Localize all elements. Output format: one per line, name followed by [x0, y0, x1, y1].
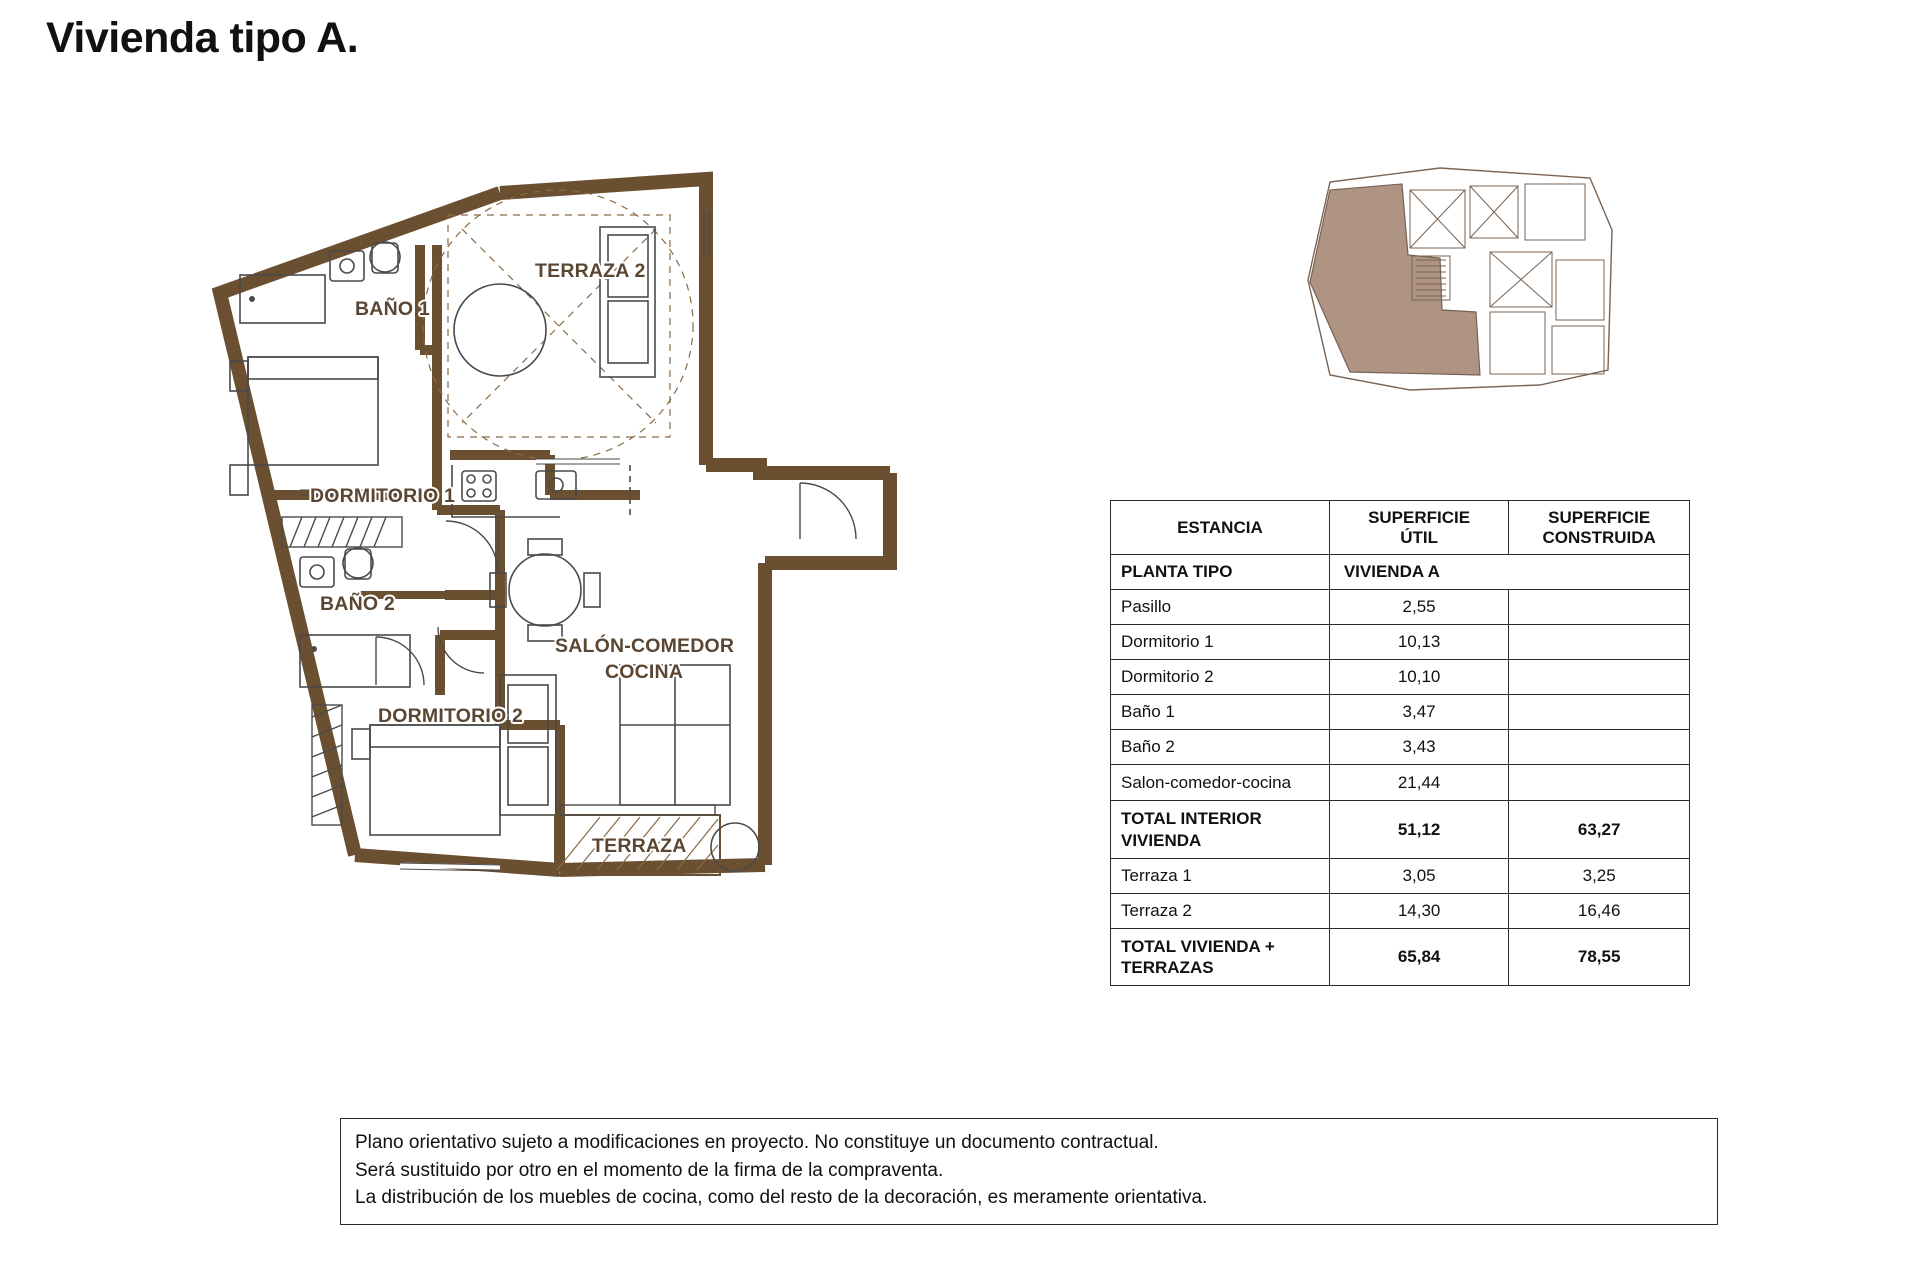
row-room: TOTAL INTERIOR VIVIENDA	[1111, 801, 1330, 859]
row-room: Dormitorio 2	[1111, 660, 1330, 695]
header-superficie-construida-line1: SUPERFICIE	[1548, 508, 1651, 527]
table-subheader-row	[1111, 555, 1690, 590]
table-body	[1111, 555, 1690, 986]
header-superficie-construida	[1509, 501, 1690, 555]
row-construida: 16,46	[1509, 893, 1690, 928]
table-row	[1111, 695, 1690, 730]
row-util: 3,43	[1329, 730, 1508, 765]
row-construida	[1509, 765, 1690, 801]
row-util: 21,44	[1329, 765, 1508, 801]
floor-plan-drawing	[200, 165, 1100, 925]
header-superficie-util-line2: ÚTIL	[1400, 527, 1438, 547]
label-dormitorio-2: DORMITORIO 2	[378, 705, 524, 727]
floor-plan	[200, 165, 1100, 925]
row-room: Terraza 1	[1111, 858, 1330, 893]
table-header-row	[1111, 501, 1690, 555]
header-superficie-construida-line2: CONSTRUIDA	[1542, 527, 1656, 547]
key-plan-drawing	[1290, 160, 1630, 410]
row-util: 3,47	[1329, 695, 1508, 730]
table-row	[1111, 928, 1690, 986]
key-plan	[1290, 160, 1630, 410]
row-util: 10,10	[1329, 660, 1508, 695]
label-salon-comedor: SALÓN-COMEDOR	[555, 635, 735, 657]
row-room: Terraza 2	[1111, 893, 1330, 928]
disclaimer-box	[340, 1118, 1718, 1225]
table-row	[1111, 893, 1690, 928]
label-terraza: TERRAZA	[592, 835, 687, 857]
subheader-vivienda: VIVIENDA A	[1329, 555, 1689, 590]
table-row	[1111, 858, 1690, 893]
row-construida: 3,25	[1509, 858, 1690, 893]
row-construida: 78,55	[1509, 928, 1690, 986]
row-util: 2,55	[1329, 590, 1508, 625]
row-construida	[1509, 590, 1690, 625]
table-row	[1111, 801, 1690, 859]
row-util: 51,12	[1329, 801, 1508, 859]
row-util: 10,13	[1329, 625, 1508, 660]
label-bano-1: BAÑO 1	[355, 298, 430, 320]
label-dormitorio-1: DORMITORIO 1	[310, 485, 456, 507]
row-room: TOTAL VIVIENDA + TERRAZAS	[1111, 928, 1330, 986]
header-superficie-util-line1: SUPERFICIE	[1368, 508, 1471, 527]
row-construida	[1509, 660, 1690, 695]
row-construida: 63,27	[1509, 801, 1690, 859]
table-row	[1111, 730, 1690, 765]
page-title: Vivienda tipo A.	[46, 14, 359, 62]
disclaimer-line-2: Será sustituido por otro en el momento de la firma de la compraventa.	[355, 1159, 944, 1181]
row-construida	[1509, 695, 1690, 730]
label-cocina: COCINA	[605, 661, 684, 683]
table-row	[1111, 660, 1690, 695]
header-estancia: ESTANCIA	[1111, 501, 1330, 555]
row-util: 14,30	[1329, 893, 1508, 928]
key-plan-highlight	[1310, 184, 1480, 375]
row-util: 3,05	[1329, 858, 1508, 893]
row-room: Pasillo	[1111, 590, 1330, 625]
table-row	[1111, 590, 1690, 625]
table-row	[1111, 625, 1690, 660]
label-terraza-2: TERRAZA 2	[535, 260, 646, 282]
table-row	[1111, 765, 1690, 801]
row-util: 65,84	[1329, 928, 1508, 986]
disclaimer-line-1: Plano orientativo sujeto a modificaciones en proyecto. No constituye un documento contractual.	[355, 1132, 1159, 1153]
areas-table	[1110, 500, 1690, 986]
row-construida	[1509, 625, 1690, 660]
subheader-planta-tipo: PLANTA TIPO	[1111, 555, 1330, 590]
row-construida	[1509, 730, 1690, 765]
row-room: Baño 2	[1111, 730, 1330, 765]
row-room: Baño 1	[1111, 695, 1330, 730]
disclaimer-line-3: La distribución de los muebles de cocina, como del resto de la decoración, es meramente orientativa.	[355, 1187, 1208, 1209]
row-room: Dormitorio 1	[1111, 625, 1330, 660]
header-superficie-util	[1329, 501, 1508, 555]
label-bano-2: BAÑO 2	[320, 593, 395, 615]
row-room: Salon-comedor-cocina	[1111, 765, 1330, 801]
